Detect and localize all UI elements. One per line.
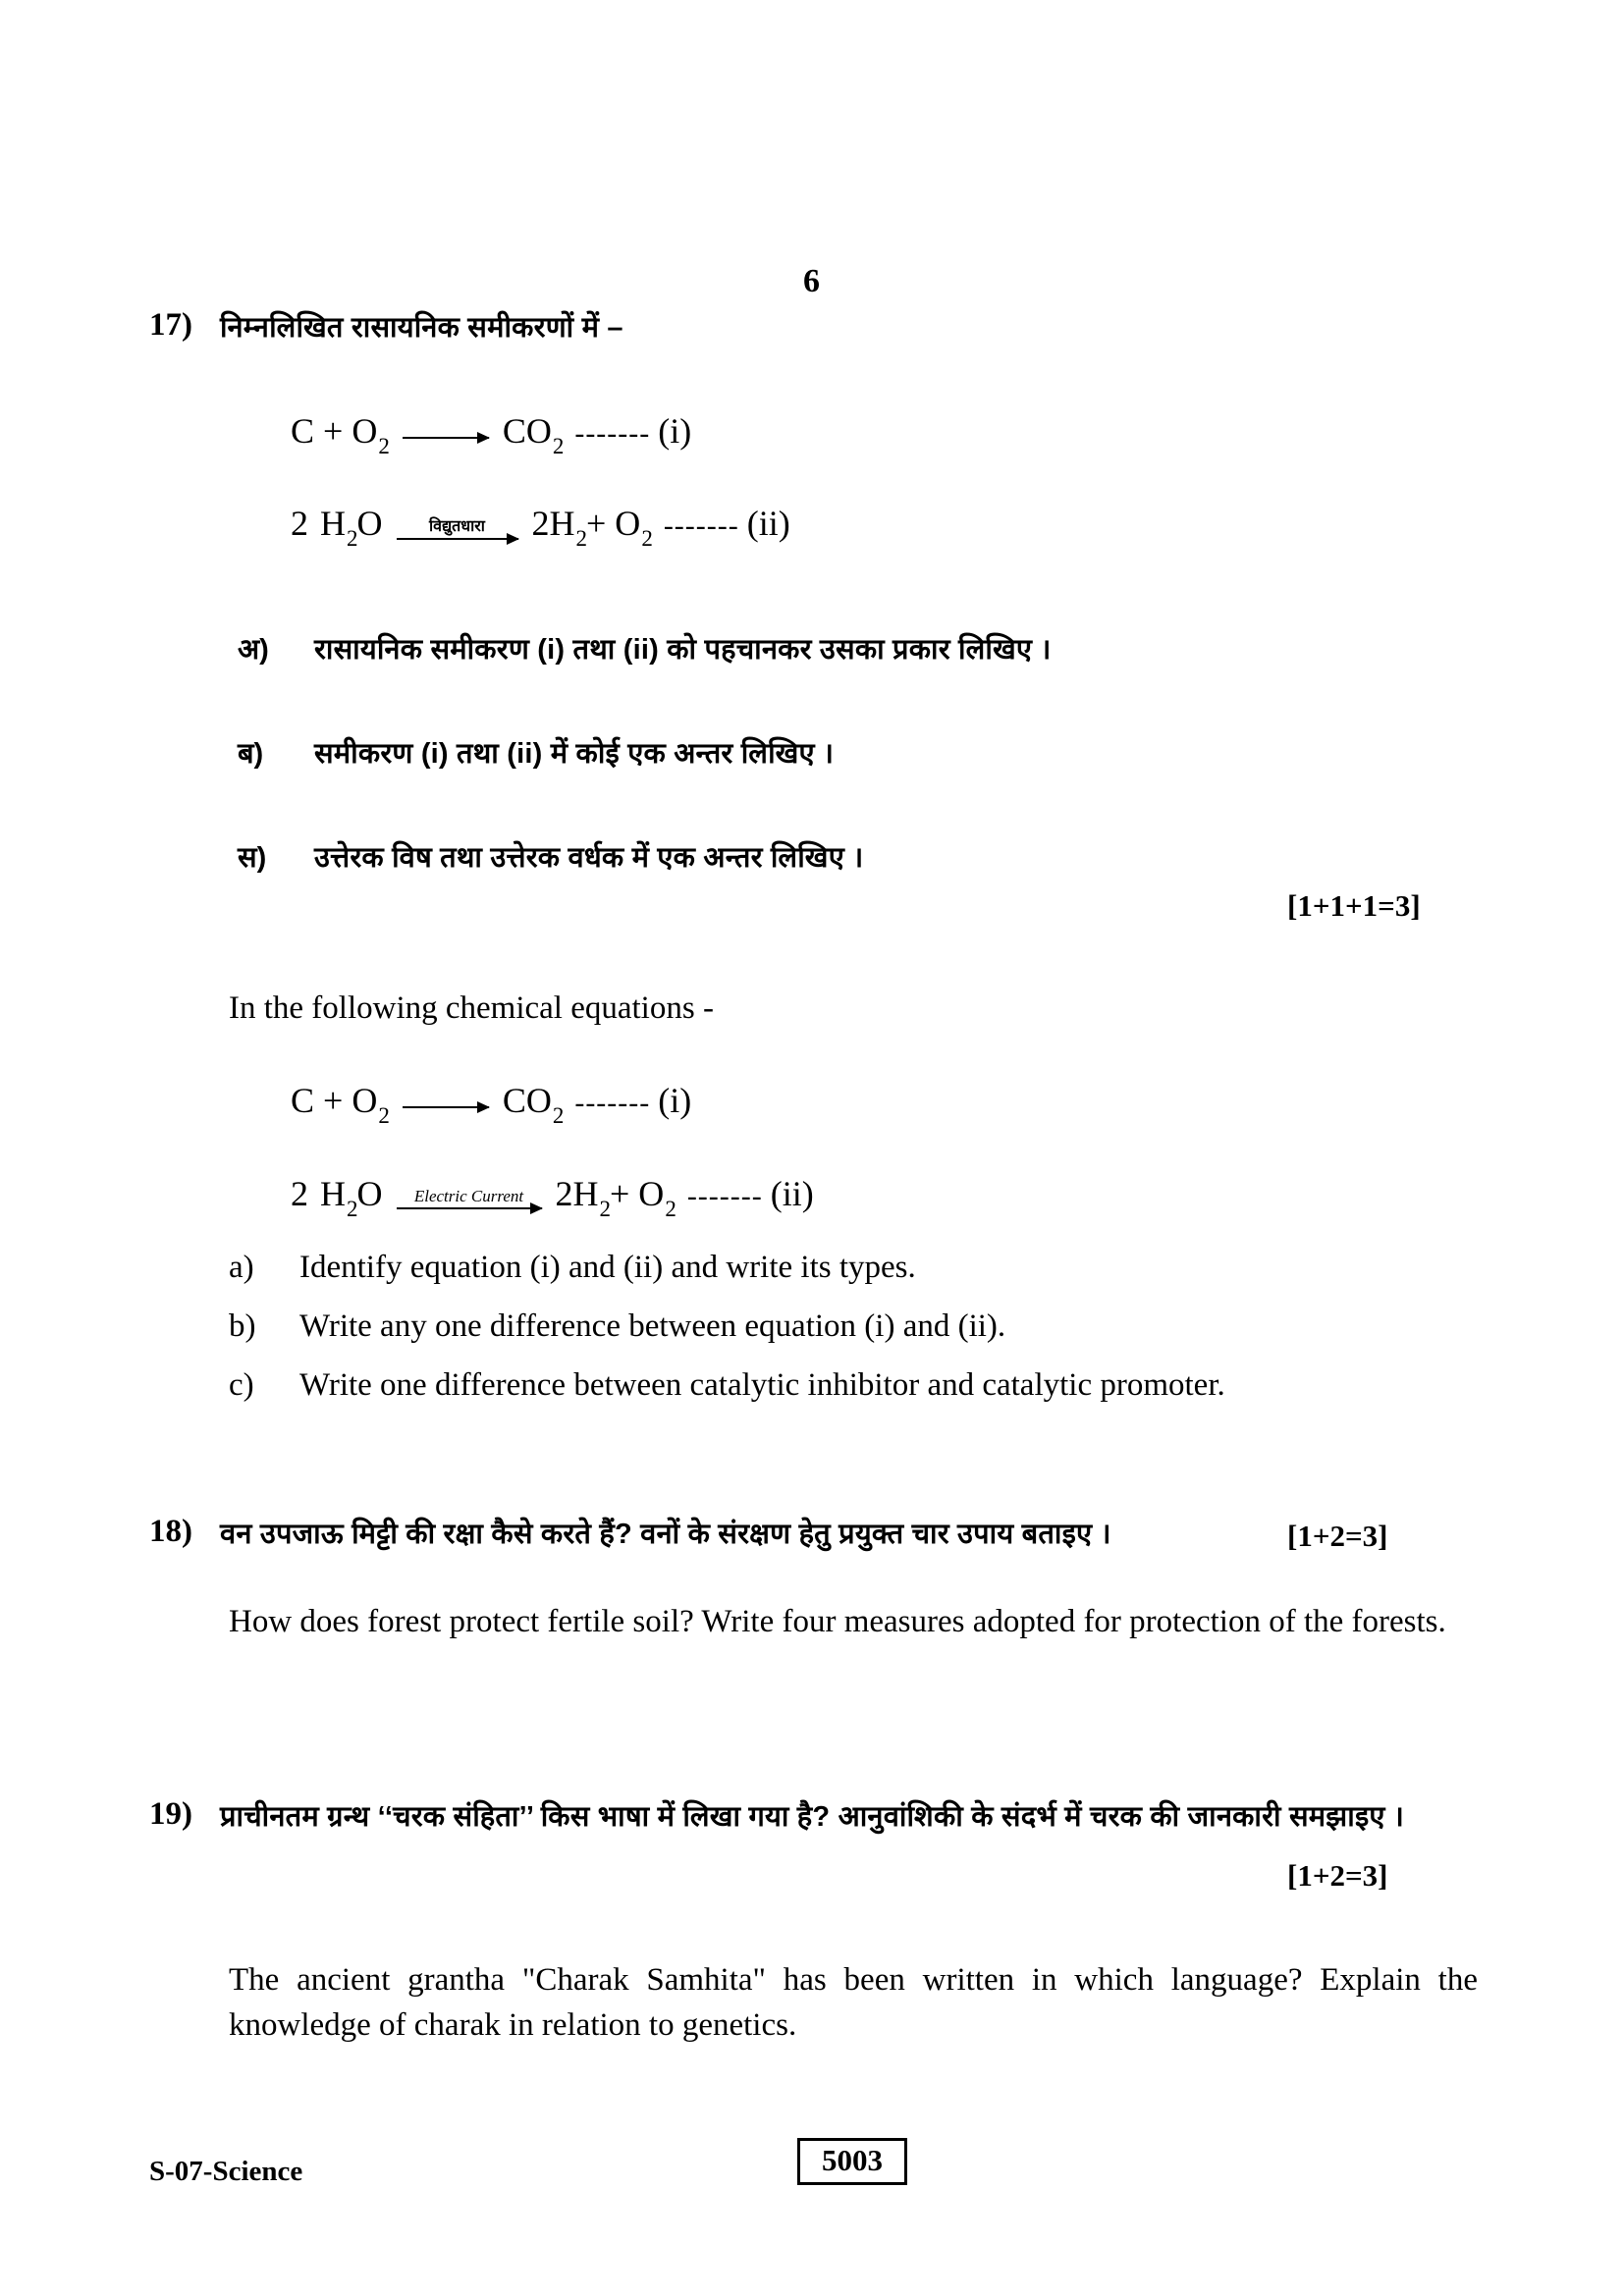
arrow-label-hindi: विद्युतधारा xyxy=(429,518,485,535)
eq2-dashes: ------- xyxy=(663,509,739,542)
eq4-left-tail: O xyxy=(356,1174,383,1213)
eq2-left-sub: 2 xyxy=(347,526,358,551)
question-17-part-a-english xyxy=(229,1250,1456,1286)
question-17-part-c-hindi xyxy=(238,837,1455,876)
question-17-part-c-english xyxy=(229,1367,1476,1404)
question-18-marks: [1+2=3] xyxy=(1287,1519,1388,1553)
hindi-equation-2 xyxy=(291,503,790,551)
eq3-tag: (i) xyxy=(658,1081,692,1120)
question-17-part-b-hindi xyxy=(238,733,1455,772)
part-text: Write one difference between catalytic inhibitor and catalytic promoter. xyxy=(299,1367,1225,1403)
eq1-tag: (i) xyxy=(658,411,692,451)
question-18-hindi-text: वन उपजाऊ मिट्टी की रक्षा कैसे करते हैं? वनों के संरक्षण हेतु प्रयुक्त चार उपाय बताइए । xyxy=(220,1519,1111,1550)
part-label: c) xyxy=(229,1367,254,1403)
part-text: उत्तेरक विष तथा उत्तेरक वर्धक में एक अन्तर लिखिए । xyxy=(314,842,864,874)
part-text: Write any one difference between equation (i) and (ii). xyxy=(299,1308,1006,1344)
question-19-hindi-text: प्राचीनतम ग्रन्थ ‘‘चरक संहिता’’ किस भाषा में लिखा गया है? आनुवांशिकी के संदर्भ में चरक की जानकारी समझाइए । xyxy=(220,1801,1405,1833)
eq2-tag: (ii) xyxy=(746,504,790,543)
question-17-number: 17) xyxy=(149,307,192,343)
part-text: रासायनिक समीकरण (i) तथा (ii) को पहचानकर उसका प्रकार लिखिए । xyxy=(314,634,1052,666)
page-number: 6 xyxy=(803,263,820,299)
hindi-equation-1 xyxy=(291,410,692,458)
part-text: Identify equation (i) and (ii) and write its types. xyxy=(299,1250,916,1285)
eq3-right: CO xyxy=(502,1081,552,1120)
eq2-right-sub: 2 xyxy=(575,526,587,551)
question-19-marks: [1+2=3] xyxy=(1287,1858,1388,1893)
question-17-part-b-english xyxy=(229,1308,1456,1345)
eq3-left: C + O xyxy=(291,1081,378,1120)
eq1-left-sub: 2 xyxy=(378,434,390,458)
eq4-right: 2H xyxy=(555,1174,599,1213)
question-17-hindi-stem: निम्नलिखित रासायनिक समीकरणों में – xyxy=(220,312,623,344)
part-label: स) xyxy=(238,842,267,874)
eq4-right-sub: 2 xyxy=(599,1197,611,1221)
eq1-right-sub: 2 xyxy=(552,434,565,458)
eq4-left-sub: 2 xyxy=(347,1197,358,1221)
question-18-english-text: How does forest protect fertile soil? Write four measures adopted for protection of the forests. xyxy=(229,1604,1446,1639)
footer-subject-code: S-07-Science xyxy=(149,2156,303,2187)
part-label: a) xyxy=(229,1250,254,1285)
eq1-left: C + O xyxy=(291,411,378,451)
question-19-hindi xyxy=(149,1796,1465,1835)
eq2-right: 2H xyxy=(531,504,575,543)
question-17-marks: [1+1+1=3] xyxy=(1287,888,1421,923)
eq4-tag: (ii) xyxy=(770,1174,814,1213)
question-18-hindi xyxy=(149,1514,1190,1552)
eq3-right-sub: 2 xyxy=(552,1103,565,1128)
part-text: समीकरण (i) तथा (ii) में कोई एक अन्तर लिखिए । xyxy=(314,738,835,770)
eq1-right: CO xyxy=(502,411,552,451)
eq2-coeff: 2 xyxy=(291,504,308,543)
part-label: ब) xyxy=(238,738,264,770)
eq4-right-sub2: 2 xyxy=(665,1197,676,1221)
reaction-arrow-icon xyxy=(397,519,518,540)
question-19-number: 19) xyxy=(149,1796,192,1832)
eq4-coeff: 2 xyxy=(291,1174,308,1213)
reaction-arrow-icon xyxy=(403,1106,489,1108)
part-label: b) xyxy=(229,1308,256,1344)
footer-paper-code: 5003 xyxy=(797,2138,907,2185)
question-17-english-stem: In the following chemical equations - xyxy=(229,990,714,1026)
eq2-left: H xyxy=(320,504,346,543)
arrow-label-english: Electric Current xyxy=(413,1187,524,1205)
eq4-right-mid: + O xyxy=(610,1174,665,1213)
eq3-dashes: ------- xyxy=(574,1087,651,1119)
reaction-arrow-icon xyxy=(397,1188,542,1209)
english-equation-2 xyxy=(291,1173,814,1221)
question-19-english-text: The ancient grantha "Charak Samhita" has been written in which language? Explain the knowledge of charak in relation to genetics. xyxy=(229,1962,1478,2043)
english-equation-1 xyxy=(291,1080,692,1128)
question-18-number: 18) xyxy=(149,1514,192,1549)
eq2-left-tail: O xyxy=(356,504,383,543)
eq4-left: H xyxy=(320,1174,346,1213)
eq1-dashes: ------- xyxy=(574,417,651,450)
eq2-right-mid: + O xyxy=(586,504,641,543)
reaction-arrow-icon xyxy=(403,437,489,439)
eq3-left-sub: 2 xyxy=(378,1103,390,1128)
question-17-stem xyxy=(149,307,1445,346)
question-17-part-a-hindi xyxy=(238,629,1455,667)
part-label: अ) xyxy=(238,634,269,666)
eq4-dashes: ------- xyxy=(686,1180,763,1212)
eq2-right-sub2: 2 xyxy=(641,526,653,551)
